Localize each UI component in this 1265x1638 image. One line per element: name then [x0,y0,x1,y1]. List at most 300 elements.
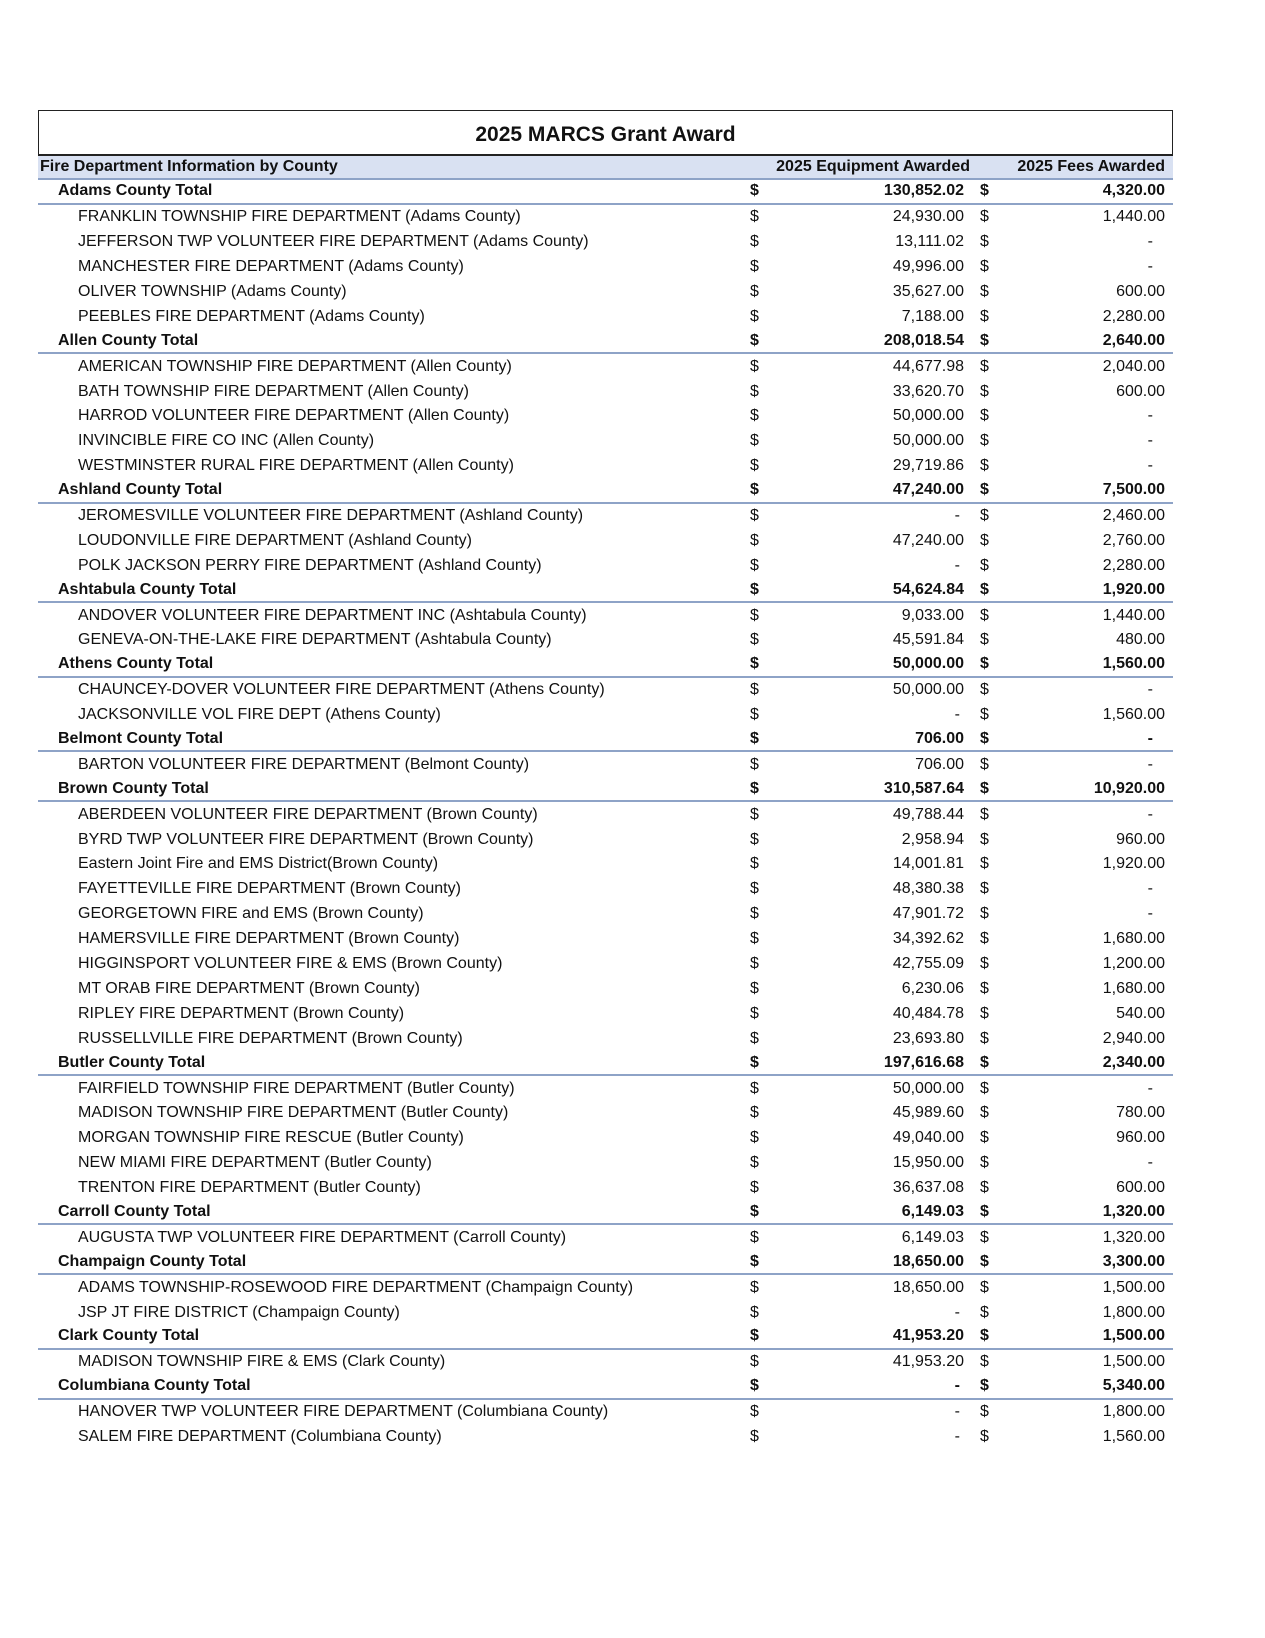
county-total-row [38,479,1173,504]
department-row [38,927,1173,952]
department-name: MORGAN TOWNSHIP FIRE RESCUE (Butler County) [78,1129,464,1147]
department-name: Columbiana County Total [58,1377,251,1395]
equipment-currency: $ [750,1079,759,1097]
fees-amount: - [1147,681,1153,699]
department-row [38,902,1173,927]
fees-amount: 600.00 [1116,1179,1165,1197]
fees-currency: $ [980,1053,989,1071]
department-name: HARROD VOLUNTEER FIRE DEPARTMENT (Allen County) [78,407,510,425]
fees-amount: - [1147,880,1153,898]
fees-amount: 600.00 [1116,283,1165,300]
fees-currency: $ [980,706,989,724]
department-name: Champaign County Total [58,1252,247,1270]
fees-currency: $ [980,1403,989,1421]
department-row [38,1001,1173,1026]
department-row [38,354,1173,379]
equipment-amount: 44,677.98 [892,357,964,375]
department-name: BARTON VOLUNTEER FIRE DEPARTMENT (Belmont County) [78,755,530,773]
header-fees: 2025 Fees Awarded [1017,158,1165,175]
department-row [38,1126,1173,1151]
county-total-row [38,777,1173,802]
department-name: OLIVER TOWNSHIP (Adams County) [78,283,347,300]
fees-amount: - [1147,233,1153,251]
department-row [38,1101,1173,1126]
department-row [38,877,1173,902]
equipment-currency: $ [750,357,759,375]
department-name: JSP JT FIRE DISTRICT (Champaign County) [78,1303,400,1321]
equipment-currency: $ [750,507,759,525]
equipment-amount: 34,392.62 [892,930,964,948]
department-name: Adams County Total [58,182,213,200]
fees-amount: 960.00 [1116,1129,1165,1147]
document-title [38,110,1173,156]
department-name: Eastern Joint Fire and EMS District(Brown County) [78,855,439,873]
equipment-currency: $ [750,1129,759,1147]
equipment-currency: $ [750,779,759,797]
department-name: HANOVER TWP VOLUNTEER FIRE DEPARTMENT (Columbiana County) [78,1403,609,1421]
department-name: WESTMINSTER RURAL FIRE DEPARTMENT (Allen County) [78,457,514,475]
equipment-currency: $ [750,258,759,276]
fees-amount: 540.00 [1116,1004,1165,1022]
equipment-amount: 54,624.84 [892,580,964,598]
fees-currency: $ [980,830,989,848]
fees-currency: $ [980,432,989,450]
county-total-row [38,653,1173,678]
department-name: GENEVA-ON-THE-LAKE FIRE DEPARTMENT (Ashtabula County) [78,631,552,649]
fees-amount: - [1147,730,1153,748]
fees-currency: $ [980,730,989,748]
equipment-currency: $ [750,1029,759,1047]
equipment-currency: $ [750,1403,759,1421]
equipment-currency: $ [750,755,759,773]
fees-currency: $ [980,1327,989,1345]
equipment-amount: 6,149.03 [901,1228,964,1246]
equipment-amount: 15,950.00 [892,1154,964,1172]
equipment-amount: 23,693.80 [892,1029,964,1047]
equipment-currency: $ [750,1427,759,1445]
equipment-amount: 41,953.20 [892,1327,964,1345]
equipment-amount: 13,111.02 [895,233,964,251]
equipment-amount: 130,852.02 [883,182,964,200]
equipment-currency: $ [750,681,759,699]
equipment-amount: - [954,706,960,724]
department-row [38,553,1173,578]
department-name: AMERICAN TOWNSHIP FIRE DEPARTMENT (Allen County) [78,357,512,375]
fees-currency: $ [980,979,989,997]
equipment-currency: $ [750,1377,759,1395]
equipment-currency: $ [750,481,759,499]
fees-currency: $ [980,531,989,549]
department-row [38,1275,1173,1300]
fees-currency: $ [980,1104,989,1122]
equipment-currency: $ [750,979,759,997]
department-name: NEW MIAMI FIRE DEPARTMENT (Butler County) [78,1154,432,1172]
equipment-currency: $ [750,407,759,425]
fees-currency: $ [980,507,989,525]
department-name: FAIRFIELD TOWNSHIP FIRE DEPARTMENT (Butler County) [78,1079,515,1097]
fees-amount: - [1147,432,1153,450]
fees-amount: 2,280.00 [1102,556,1165,574]
department-row [38,628,1173,653]
fees-currency: $ [980,1303,989,1321]
fees-currency: $ [980,1029,989,1047]
fees-amount: 2,760.00 [1102,531,1165,549]
equipment-amount: 14,001.81 [892,855,964,873]
fees-currency: $ [980,357,989,375]
equipment-currency: $ [750,580,759,598]
fees-currency: $ [980,331,989,349]
equipment-amount: - [954,1377,960,1395]
equipment-currency: $ [750,606,759,624]
equipment-currency: $ [750,1303,759,1321]
fees-amount: 2,940.00 [1102,1029,1165,1047]
department-name: TRENTON FIRE DEPARTMENT (Butler County) [78,1179,421,1197]
department-row [38,802,1173,827]
fees-currency: $ [980,1252,989,1270]
equipment-currency: $ [750,1053,759,1071]
equipment-amount: 9,033.00 [901,606,964,624]
fees-currency: $ [980,208,989,226]
fees-amount: 2,040.00 [1102,357,1165,375]
department-name: BATH TOWNSHIP FIRE DEPARTMENT (Allen County) [78,382,469,400]
equipment-amount: 49,788.44 [892,805,964,823]
equipment-currency: $ [750,1202,759,1220]
equipment-amount: 40,484.78 [892,1004,964,1022]
department-row [38,1400,1173,1425]
equipment-amount: 47,240.00 [892,531,964,549]
fees-amount: 1,560.00 [1102,1427,1165,1445]
fees-amount: - [1147,905,1153,923]
equipment-currency: $ [750,556,759,574]
fees-currency: $ [980,805,989,823]
fees-amount: 1,680.00 [1102,979,1165,997]
department-name: Ashtabula County Total [58,580,237,598]
equipment-currency: $ [750,208,759,226]
department-name: HAMERSVILLE FIRE DEPARTMENT (Brown County) [78,930,460,948]
equipment-currency: $ [750,1154,759,1172]
fees-currency: $ [980,182,989,200]
department-row [38,379,1173,404]
department-row [38,205,1173,230]
equipment-amount: - [954,1403,960,1421]
department-row [38,1176,1173,1201]
department-row [38,852,1173,877]
equipment-amount: 45,989.60 [892,1104,964,1122]
fees-currency: $ [980,606,989,624]
fees-currency: $ [980,631,989,649]
department-name: LOUDONVILLE FIRE DEPARTMENT (Ashland County) [78,531,472,549]
fees-amount: 480.00 [1116,631,1165,649]
county-total-row [38,1325,1173,1350]
department-row [38,255,1173,280]
county-total-row [38,1051,1173,1076]
equipment-currency: $ [750,631,759,649]
fees-amount: 3,300.00 [1102,1252,1165,1270]
department-row [38,454,1173,479]
table-body [38,180,1173,1449]
fees-amount: 1,920.00 [1102,580,1165,598]
fees-amount: 1,500.00 [1102,1353,1165,1371]
equipment-currency: $ [750,805,759,823]
department-row [38,1151,1173,1176]
equipment-currency: $ [750,182,759,200]
fees-currency: $ [980,955,989,973]
fees-currency: $ [980,258,989,276]
department-row [38,1076,1173,1101]
department-row [38,1225,1173,1250]
department-name: Brown County Total [58,779,209,797]
fees-amount: 5,340.00 [1102,1377,1165,1395]
department-name: JEROMESVILLE VOLUNTEER FIRE DEPARTMENT (Ashland County) [78,507,584,525]
equipment-currency: $ [750,1353,759,1371]
equipment-currency: $ [750,930,759,948]
department-name: ANDOVER VOLUNTEER FIRE DEPARTMENT INC (Ashtabula County) [78,606,587,624]
county-total-row [38,1201,1173,1226]
fees-amount: 600.00 [1116,382,1165,400]
equipment-amount: 50,000.00 [892,407,964,425]
department-row [38,1300,1173,1325]
department-name: RIPLEY FIRE DEPARTMENT (Brown County) [78,1004,405,1022]
equipment-currency: $ [750,1228,759,1246]
fees-currency: $ [980,1353,989,1371]
department-name: INVINCIBLE FIRE CO INC (Allen County) [78,432,375,450]
equipment-currency: $ [750,432,759,450]
equipment-amount: - [954,1303,960,1321]
equipment-amount: 6,230.06 [901,979,964,997]
fees-amount: 1,200.00 [1102,955,1165,973]
equipment-currency: $ [750,706,759,724]
department-name: ABERDEEN VOLUNTEER FIRE DEPARTMENT (Brown County) [78,805,538,823]
department-name: PEEBLES FIRE DEPARTMENT (Adams County) [78,307,425,325]
fees-amount: 1,440.00 [1102,606,1165,624]
equipment-amount: 47,901.72 [892,905,964,923]
department-name: Athens County Total [58,655,214,673]
fees-currency: $ [980,307,989,325]
equipment-amount: 2,958.94 [901,830,964,848]
fees-currency: $ [980,1179,989,1197]
fees-amount: 1,440.00 [1102,208,1165,226]
department-name: MADISON TOWNSHIP FIRE DEPARTMENT (Butler County) [78,1104,509,1122]
equipment-amount: 49,996.00 [892,258,964,276]
fees-currency: $ [980,880,989,898]
fees-amount: 960.00 [1116,830,1165,848]
fees-amount: 4,320.00 [1102,182,1165,200]
equipment-amount: 33,620.70 [892,382,964,400]
county-total-row [38,1375,1173,1400]
equipment-currency: $ [750,283,759,300]
department-row [38,404,1173,429]
county-total-row [38,180,1173,205]
equipment-currency: $ [750,233,759,251]
fees-currency: $ [980,1154,989,1172]
department-name: FRANKLIN TOWNSHIP FIRE DEPARTMENT (Adams County) [78,208,521,226]
equipment-currency: $ [750,1104,759,1122]
equipment-currency: $ [750,730,759,748]
equipment-currency: $ [750,830,759,848]
fees-amount: - [1147,1079,1153,1097]
department-row [38,827,1173,852]
department-row [38,280,1173,305]
fees-currency: $ [980,681,989,699]
department-row [38,230,1173,255]
fees-amount: - [1147,805,1153,823]
equipment-currency: $ [750,855,759,873]
equipment-amount: 18,650.00 [892,1278,964,1296]
fees-amount: 2,340.00 [1102,1053,1165,1071]
fees-amount: 1,920.00 [1102,855,1165,873]
department-row [38,1425,1173,1450]
department-row [38,504,1173,529]
department-name: Ashland County Total [58,481,223,499]
fees-amount: 1,320.00 [1102,1228,1165,1246]
department-name: Allen County Total [58,331,199,349]
equipment-currency: $ [750,1179,759,1197]
department-row [38,1026,1173,1051]
equipment-amount: 208,018.54 [883,331,964,349]
equipment-amount: 29,719.86 [892,457,964,475]
department-name: MADISON TOWNSHIP FIRE & EMS (Clark County) [78,1353,446,1371]
fees-currency: $ [980,283,989,300]
equipment-amount: 47,240.00 [892,481,964,499]
department-row [38,603,1173,628]
department-name: BYRD TWP VOLUNTEER FIRE DEPARTMENT (Brown County) [78,830,534,848]
fees-amount: 1,500.00 [1102,1278,1165,1296]
department-name: ADAMS TOWNSHIP-ROSEWOOD FIRE DEPARTMENT (Champaign County) [78,1278,634,1296]
equipment-currency: $ [750,1327,759,1345]
fees-amount: 2,640.00 [1102,331,1165,349]
fees-currency: $ [980,407,989,425]
department-row [38,678,1173,703]
fees-currency: $ [980,233,989,251]
equipment-currency: $ [750,382,759,400]
fees-amount: 1,800.00 [1102,1303,1165,1321]
equipment-amount: 6,149.03 [901,1202,964,1220]
department-name: RUSSELLVILLE FIRE DEPARTMENT (Brown County) [78,1029,463,1047]
department-name: SALEM FIRE DEPARTMENT (Columbiana County) [78,1427,442,1445]
fees-amount: 1,320.00 [1102,1202,1165,1220]
county-total-row [38,329,1173,354]
equipment-amount: 45,591.84 [892,631,964,649]
department-name: JEFFERSON TWP VOLUNTEER FIRE DEPARTMENT (Adams County) [78,233,589,251]
header-department: Fire Department Information by County [40,158,338,175]
equipment-amount: 50,000.00 [892,655,964,673]
department-row [38,952,1173,977]
table-header [38,156,1173,180]
equipment-amount: - [954,507,960,525]
fees-currency: $ [980,930,989,948]
fees-amount: 1,560.00 [1102,655,1165,673]
department-row [38,429,1173,454]
department-name: Clark County Total [58,1327,200,1345]
equipment-amount: 35,627.00 [892,283,964,300]
department-name: POLK JACKSON PERRY FIRE DEPARTMENT (Ashland County) [78,556,542,574]
equipment-amount: 7,188.00 [901,307,964,325]
fees-currency: $ [980,855,989,873]
fees-amount: - [1147,1154,1153,1172]
fees-amount: 1,560.00 [1102,706,1165,724]
county-total-row [38,1250,1173,1275]
fees-amount: 7,500.00 [1102,481,1165,499]
equipment-currency: $ [750,1252,759,1270]
fees-amount: - [1147,407,1153,425]
equipment-amount: 41,953.20 [892,1353,964,1371]
fees-amount: 780.00 [1116,1104,1165,1122]
equipment-amount: 50,000.00 [892,681,964,699]
fees-amount: 10,920.00 [1093,779,1165,797]
department-name: MT ORAB FIRE DEPARTMENT (Brown County) [78,979,420,997]
fees-currency: $ [980,779,989,797]
fees-currency: $ [980,1079,989,1097]
equipment-currency: $ [750,531,759,549]
department-name: HIGGINSPORT VOLUNTEER FIRE & EMS (Brown County) [78,955,503,973]
equipment-currency: $ [750,880,759,898]
fees-amount: - [1147,755,1153,773]
department-row [38,1350,1173,1375]
department-row [38,977,1173,1002]
fees-currency: $ [980,481,989,499]
fees-amount: - [1147,258,1153,276]
equipment-currency: $ [750,955,759,973]
fees-currency: $ [980,1129,989,1147]
department-name: MANCHESTER FIRE DEPARTMENT (Adams County) [78,258,464,276]
fees-currency: $ [980,1427,989,1445]
equipment-amount: - [954,556,960,574]
fees-currency: $ [980,755,989,773]
equipment-currency: $ [750,655,759,673]
fees-currency: $ [980,382,989,400]
county-total-row [38,728,1173,753]
header-equipment: 2025 Equipment Awarded [776,158,970,175]
equipment-amount: 50,000.00 [892,432,964,450]
equipment-currency: $ [750,307,759,325]
department-row [38,528,1173,553]
equipment-currency: $ [750,1278,759,1296]
county-total-row [38,578,1173,603]
fees-currency: $ [980,655,989,673]
equipment-amount: 36,637.08 [892,1179,964,1197]
department-row [38,304,1173,329]
equipment-amount: - [954,1427,960,1445]
equipment-currency: $ [750,1004,759,1022]
equipment-amount: 24,930.00 [892,208,964,226]
fees-amount: 1,500.00 [1102,1327,1165,1345]
fees-amount: 2,280.00 [1102,307,1165,325]
equipment-amount: 50,000.00 [892,1079,964,1097]
department-name: Belmont County Total [58,730,224,748]
department-name: JACKSONVILLE VOL FIRE DEPT (Athens County) [78,706,441,724]
equipment-amount: 18,650.00 [892,1252,964,1270]
equipment-amount: 706.00 [915,730,964,748]
equipment-amount: 197,616.68 [883,1053,964,1071]
equipment-currency: $ [750,457,759,475]
fees-currency: $ [980,1004,989,1022]
department-name: AUGUSTA TWP VOLUNTEER FIRE DEPARTMENT (Carroll County) [78,1228,567,1246]
equipment-amount: 49,040.00 [892,1129,964,1147]
department-row [38,752,1173,777]
fees-currency: $ [980,1228,989,1246]
fees-currency: $ [980,1202,989,1220]
fees-currency: $ [980,1278,989,1296]
department-name: FAYETTEVILLE FIRE DEPARTMENT (Brown County) [78,880,461,898]
fees-amount: 1,680.00 [1102,930,1165,948]
fees-amount: - [1147,457,1153,475]
equipment-amount: 42,755.09 [892,955,964,973]
equipment-amount: 706.00 [915,755,964,773]
fees-currency: $ [980,556,989,574]
equipment-currency: $ [750,331,759,349]
fees-currency: $ [980,457,989,475]
grant-award-sheet [38,110,1173,1449]
